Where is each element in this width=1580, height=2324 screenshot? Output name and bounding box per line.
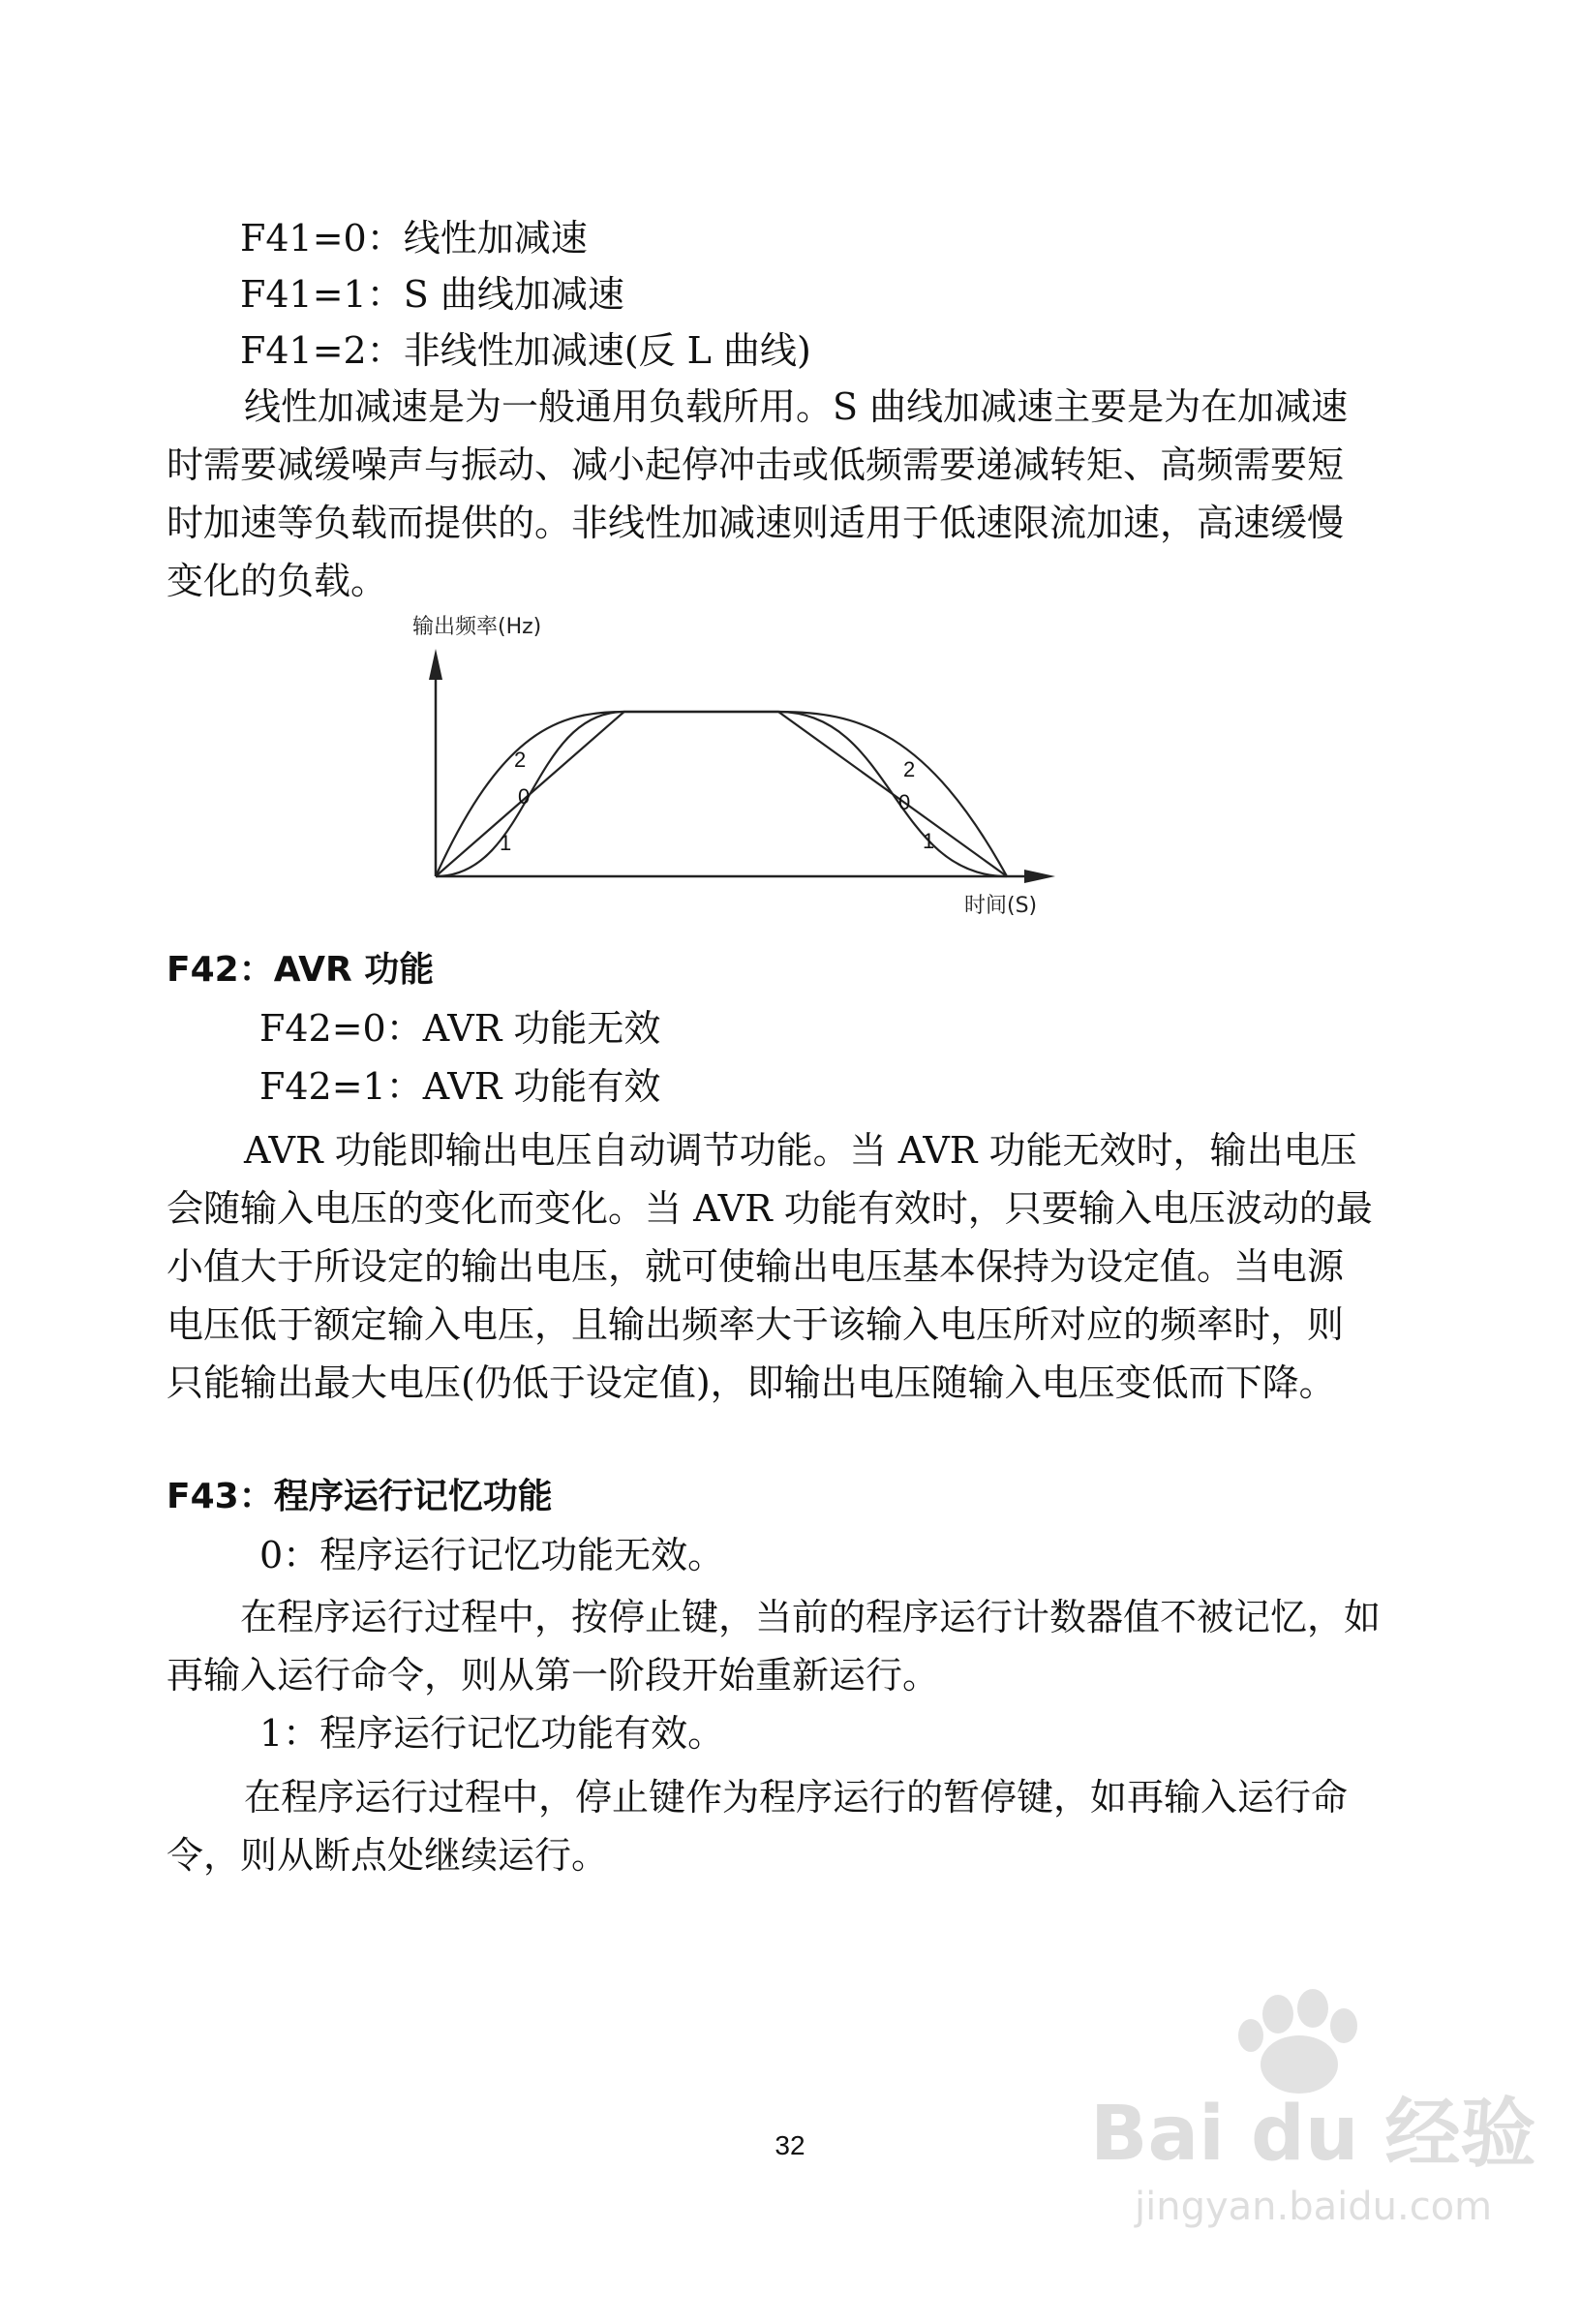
- watermark-url: jingyan.baidu.com: [1135, 2185, 1493, 2229]
- curve-label-right-2: 2: [903, 757, 916, 781]
- acceleration-curve-chart: [387, 610, 1065, 930]
- f43-paragraph-line: 在程序运行过程中，按停止键，当前的程序运行计数器值不被记忆，如: [240, 1596, 1382, 1638]
- watermark-brand: Bai du 经验: [1090, 2091, 1536, 2178]
- f41-option-2: F41=2：非线性加减速(反 L 曲线): [240, 329, 811, 372]
- x-axis-arrow-icon: [1024, 870, 1055, 883]
- f41-paragraph-line: 时加速等负载而提供的。非线性加减速则适用于低速限流加速，高速缓慢: [167, 502, 1345, 544]
- f42-paragraph-line: 电压低于额定输入电压，且输出频率大于该输入电压所对应的频率时，则: [167, 1303, 1345, 1346]
- f43-heading: F43：程序运行记忆功能: [167, 1477, 553, 1516]
- f42-paragraph-line: 只能输出最大电压(仍低于设定值)，即输出电压随输入电压变低而下降。: [167, 1361, 1336, 1404]
- f41-paragraph-line: 线性加减速是为一般通用负载所用。S 曲线加减速主要是为在加减速: [244, 385, 1349, 428]
- f41-option-1: F41=1：S 曲线加减速: [240, 273, 624, 316]
- f42-paragraph-line: AVR 功能即输出电压自动调节功能。当 AVR 功能无效时，输出电压: [244, 1129, 1357, 1172]
- y-axis-arrow-icon: [429, 649, 442, 680]
- curve-label-left-1: 1: [500, 831, 512, 855]
- x-axis-label: 时间(S): [964, 894, 1038, 918]
- f41-option-0: F41=0：线性加减速: [240, 217, 588, 260]
- f43-paragraph-line: 再输入运行命令，则从第一阶段开始重新运行。: [167, 1654, 940, 1697]
- f41-paragraph-line: 变化的负载。: [167, 560, 388, 602]
- f42-option-0: F42=0：AVR 功能无效: [259, 1007, 661, 1050]
- paw-icon: [1238, 1989, 1357, 2094]
- curve-label-right-1: 1: [923, 829, 935, 853]
- y-axis-label: 输出频率(Hz): [412, 615, 542, 639]
- f43-option-0: 0：程序运行记忆功能无效。: [259, 1534, 725, 1576]
- f42-paragraph-line: 会随输入电压的变化而变化。当 AVR 功能有效时，只要输入电压波动的最: [167, 1187, 1373, 1230]
- f43-paragraph-line: 令，则从断点处继续运行。: [167, 1834, 609, 1877]
- f43-paragraph-line: 在程序运行过程中，停止键作为程序运行的暂停键，如再输入运行命: [244, 1776, 1349, 1819]
- baidu-jingyan-watermark: [1084, 1975, 1536, 2247]
- f41-paragraph-line: 时需要减缓噪声与振动、减小起停冲击或低频需要递减转矩、高频需要短: [167, 443, 1345, 486]
- f42-heading: F42：AVR 功能: [167, 950, 435, 990]
- f42-option-1: F42=1：AVR 功能有效: [259, 1065, 661, 1108]
- curve-label-left-0: 0: [518, 784, 531, 809]
- page-number: 32: [775, 2130, 805, 2160]
- f42-paragraph-line: 小值大于所设定的输出电压，就可使输出电压基本保持为设定值。当电源: [167, 1245, 1345, 1288]
- curve-label-left-2: 2: [514, 748, 527, 772]
- curve-label-right-0: 0: [898, 790, 911, 814]
- f43-option-1: 1：程序运行记忆功能有效。: [259, 1712, 725, 1755]
